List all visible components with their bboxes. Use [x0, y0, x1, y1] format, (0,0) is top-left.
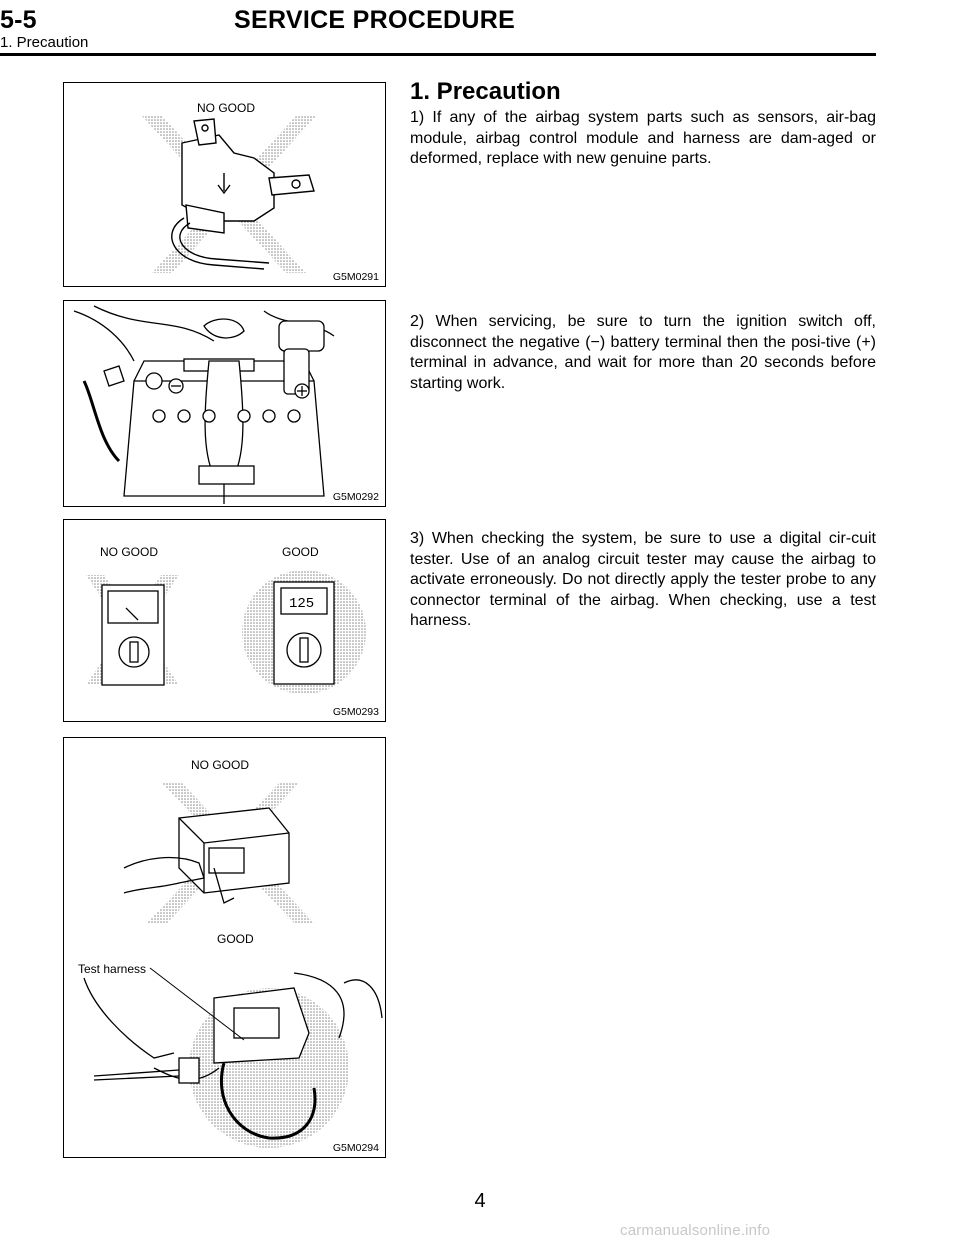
watermark: carmanualsonline.info	[620, 1222, 771, 1239]
figure-label-good: GOOD	[217, 932, 254, 946]
figure-label-no-good: NO GOOD	[100, 545, 159, 559]
figure-circuit-testers	[63, 519, 386, 722]
paragraph-1: 1) If any of the airbag system parts such as sensors, air-bag module, airbag control module and harness are dam-aged or deformed, replace with new genuine parts.	[410, 109, 876, 167]
header-rule	[0, 53, 876, 56]
paragraph-3: 3) When checking the system, be sure to use a digital cir-cuit tester. Use of an analog circuit tester may cause the airbag to activate erroneously. Do not directly apply the tester probe to any connector terminal of the airbag. When checking, use a test harness.	[410, 530, 876, 629]
figure-test-harness	[63, 737, 386, 1158]
figure-airbag-sensor	[63, 82, 386, 287]
page-header-subtitle: 1. Precaution	[0, 34, 89, 51]
tester-display-value: 125	[289, 596, 315, 612]
page-number: 4	[474, 1190, 486, 1212]
section-heading: 1. Precaution	[410, 78, 561, 105]
figure-label-good: GOOD	[282, 545, 319, 559]
paragraph-2: 2) When servicing, be sure to turn the ignition switch off, disconnect the negative (−) battery terminal then the posi-tive (+) terminal in advance, and wait for more than 20 seconds before starting work.	[410, 313, 876, 392]
figure-code: G5M0293	[332, 706, 379, 718]
figure-label-no-good: NO GOOD	[191, 758, 250, 772]
battery-drawing	[74, 306, 334, 504]
figure-battery-terminals	[63, 300, 386, 507]
section-number: 5-5	[0, 6, 37, 34]
figure-label-test-harness: Test harness	[78, 962, 147, 976]
figure-code: G5M0294	[332, 1142, 379, 1154]
page-header-title: SERVICE PROCEDURE	[234, 6, 516, 34]
figure-label-no-good: NO GOOD	[197, 101, 256, 115]
figure-code: G5M0292	[332, 491, 379, 503]
figure-code: G5M0291	[332, 271, 379, 283]
analog-tester-drawing	[102, 585, 164, 685]
